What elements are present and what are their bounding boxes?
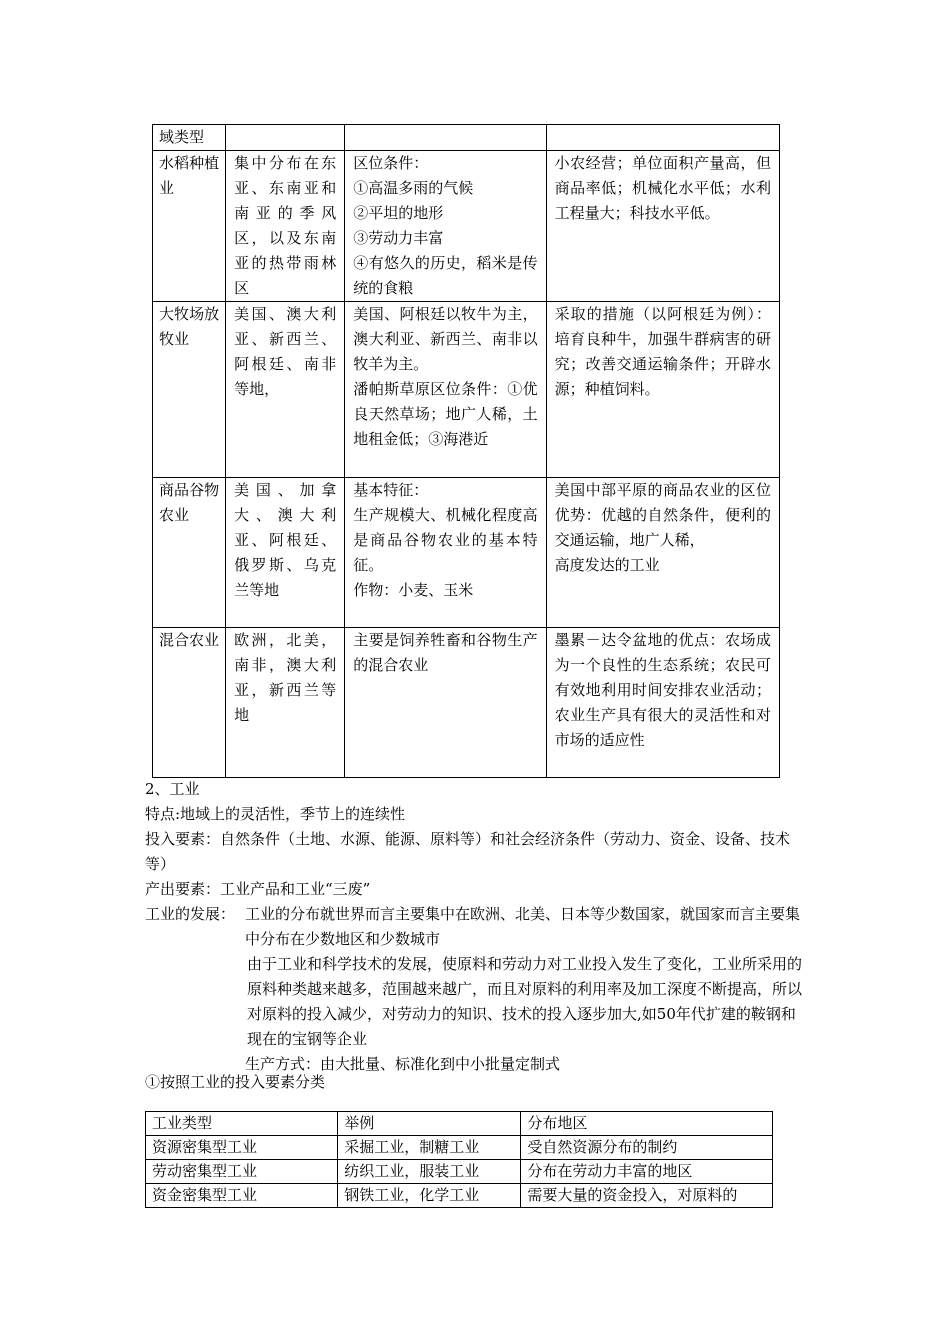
development-paragraph: 由于工业和科学技术的发展，使原料和劳动力对工业投入发生了变化，工业所采用的原料种类越来越多，范围越来越广，而且对原料的利用率及加工深度不断提高，所以对原料的投入减少，对劳动力的知识、技术的投入逐步加大,如50年代扩建的鞍钢和现在的宝钢等企业 <box>247 955 803 1048</box>
agri-features-cell: 墨累－达令盆地的优点：农场成为一个良性的生态系统；农民可有效地利用时间安排农业活动；农业生产具有很大的灵活性和对市场的适应性 <box>546 628 779 778</box>
table-header: 举例 <box>338 1112 521 1136</box>
cell-line: 潘帕斯草原区位条件：①优良天然草场；地广人稀，土地租金低；③海港近 <box>353 380 538 448</box>
cell-line: 区位条件： <box>353 154 429 172</box>
table-cell: 分布在劳动力丰富的地区 <box>521 1160 773 1184</box>
classify-heading: ①按照工业的投入要素分类 <box>145 1073 326 1091</box>
cell-line: 基本特征： <box>353 481 429 499</box>
table-row <box>153 302 780 478</box>
section-heading: 2、工业 <box>145 780 200 798</box>
agri-conditions-cell <box>345 302 546 478</box>
agri-type-cell: 混合农业 <box>153 628 226 778</box>
table-row <box>153 478 780 628</box>
table-cell <box>226 125 345 151</box>
agri-type-cell: 水稻种植业 <box>153 151 226 302</box>
table-cell: 劳动密集型工业 <box>146 1160 338 1184</box>
agri-conditions-cell <box>345 478 546 628</box>
development-label: 工业的发展： <box>145 905 236 923</box>
agri-features-cell: 小农经营；单位面积产量高，但商品率低；机械化水平低；水利工程量大；科技水平低。 <box>546 151 779 302</box>
cell-line: 主要是饲养牲畜和谷物生产的混合农业 <box>353 631 538 674</box>
cell-line: 美国中部平原的商品农业的区位优势：优越的自然条件，便利的交通运输，地广人稀， <box>554 481 771 549</box>
table-cell: 采掘工业，制糖工业 <box>338 1136 521 1160</box>
cell-line: 美国、阿根廷以牧牛为主，澳大利亚、新西兰、南非以牧羊为主。 <box>353 305 538 373</box>
cell-line: ④有悠久的历史，稻米是传统的食粮 <box>353 254 538 297</box>
table-cell: 资源密集型工业 <box>146 1136 338 1160</box>
table-cell: 钢铁工业，化学工业 <box>338 1184 521 1208</box>
table-row <box>153 125 780 151</box>
cell-line: ③劳动力丰富 <box>353 229 444 247</box>
agriculture-type-table <box>152 124 780 778</box>
table-cell: 纺织工业，服装工业 <box>338 1160 521 1184</box>
table-row <box>153 628 780 778</box>
industry-traits: 特点:地域上的灵活性，季节上的连续性 <box>145 805 406 823</box>
industry-outputs: 产出要素：工业产品和工业“三废” <box>145 880 371 898</box>
agri-conditions-cell <box>345 151 546 302</box>
industry-type-table <box>145 1111 773 1208</box>
development-paragraph: 工业的分布就世界而言主要集中在欧洲、北美、日本等少数国家，就国家而言主要集中分布在少数地区和少数城市 <box>245 905 801 948</box>
table-cell: 受自然资源分布的制约 <box>521 1136 773 1160</box>
table-cell <box>345 125 546 151</box>
agri-conditions-cell <box>345 628 546 778</box>
cell-line: 高度发达的工业 <box>554 556 660 574</box>
table-row <box>153 151 780 302</box>
cell-line: ①高温多雨的气候 <box>353 179 474 197</box>
cell-line: ②平坦的地形 <box>353 204 444 222</box>
table-row <box>146 1112 773 1136</box>
table-cell: 域类型 <box>153 125 226 151</box>
table-header: 分布地区 <box>521 1112 773 1136</box>
agri-features-cell: 采取的措施（以阿根廷为例）：培育良种牛，加强牛群病害的研究；改善交通运输条件；开辟水源；种植饲料。 <box>546 302 779 478</box>
cell-line: 生产规模大、机械化程度高是商品谷物农业的基本特征。 <box>353 506 538 574</box>
table-cell: 资金密集型工业 <box>146 1184 338 1208</box>
agri-region-cell: 美国、加拿大、澳大利亚、阿根廷、俄罗斯、乌克兰等地 <box>226 478 345 628</box>
table-row <box>146 1136 773 1160</box>
table-row <box>146 1184 773 1208</box>
agri-type-cell: 商品谷物农业 <box>153 478 226 628</box>
agri-region-cell: 欧洲，北美，南非，澳大利亚，新西兰等地 <box>226 628 345 778</box>
agri-type-cell: 大牧场放牧业 <box>153 302 226 478</box>
table-cell <box>546 125 779 151</box>
agri-features-cell <box>546 478 779 628</box>
table-header: 工业类型 <box>146 1112 338 1136</box>
cell-line: 作物：小麦、玉米 <box>353 581 474 599</box>
table-cell: 需要大量的资金投入，对原料的 <box>521 1184 773 1208</box>
table-row <box>146 1160 773 1184</box>
agri-region-cell: 美国、澳大利亚、新西兰、阿根廷、南非等地， <box>226 302 345 478</box>
agri-region-cell: 集中分布在东亚、东南亚和南亚的季风区，以及东南亚的热带雨林区 <box>226 151 345 302</box>
industry-inputs: 投入要素：自然条件（土地、水源、能源、原料等）和社会经济条件（劳动力、资金、设备、技术等） <box>145 830 791 873</box>
development-paragraph: 生产方式：由大批量、标准化到中小批量定制式 <box>245 1055 561 1073</box>
